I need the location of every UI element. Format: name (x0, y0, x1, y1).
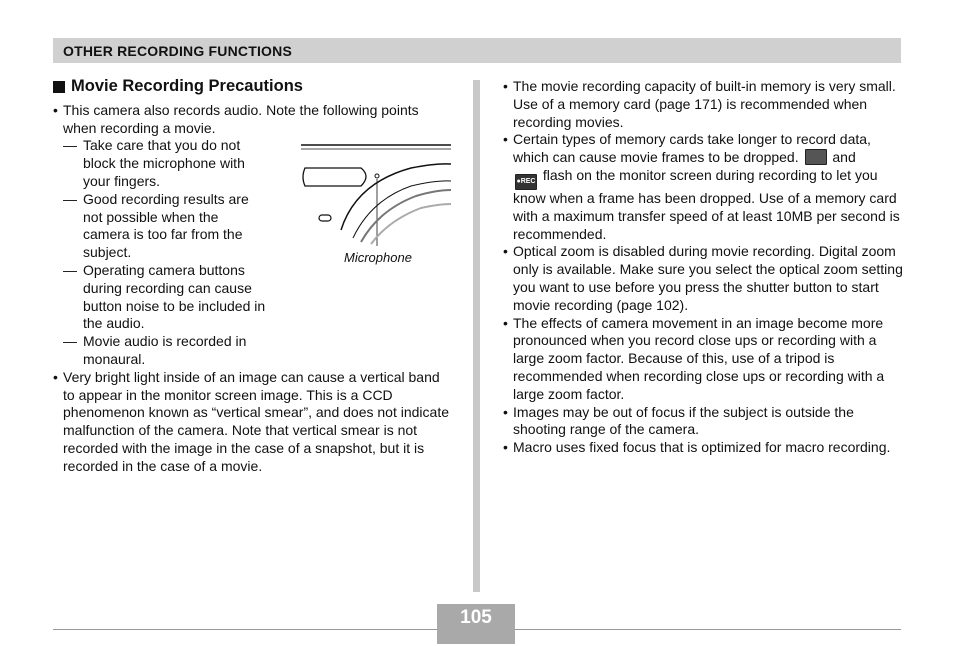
bullet-item: • Optical zoom is disabled during movie recording. Digital zoom only is available. Make sure you select the optical zoom setting you want to use before you press the shutter button to start movie recording (page 102). (503, 243, 903, 314)
figure-caption: Microphone (344, 250, 412, 265)
left-column (53, 78, 453, 476)
rec-icon: ●REC (515, 174, 537, 190)
section-title: OTHER RECORDING FUNCTIONS (63, 43, 292, 59)
intro-bullet: • This camera also records audio. Note the following points when recording a movie. (53, 102, 453, 138)
dash-item: — Operating camera buttons during recording can cause button noise to be included in the audio. (63, 261, 266, 332)
column-divider (473, 80, 480, 592)
dash-item: — Take care that you do not block the microphone with your fingers. (63, 137, 245, 189)
movie-precautions-heading (53, 78, 453, 96)
page-number-box (437, 604, 515, 644)
bullet-item: • Certain types of memory cards take longer to record data, which can cause movie frames to be dropped. and ●REC flash on the monitor screen during recording to let you know when a frame has been dropped. Use of a memory card with a maximum transfer speed of at least 10MB per second is recommended. (503, 131, 903, 243)
header-bar (53, 38, 901, 63)
square-bullet-icon (53, 81, 65, 93)
page-number: 105 (437, 604, 515, 631)
bullet-item: • The effects of camera movement in an image become more pronounced when you record close ups or recording with a large zoom factor. Because of this, use of a tripod is recommended when recording close ups or recording with a large zoom factor. (503, 315, 903, 404)
dash-item-text: Good recording results are not possible when the camera is too far from the subject. (83, 190, 249, 261)
page-number-tab (437, 631, 515, 644)
dash-item-text: Operating camera buttons during recording can cause button noise to be included in the audio. (83, 261, 266, 332)
dash-item-text: Movie audio is recorded in monaural. (83, 333, 247, 367)
bullet-item: • Images may be out of focus if the subject is outside the shooting range of the camera. (503, 404, 903, 440)
dash-item: — Movie audio is recorded in monaural. (63, 333, 247, 367)
dash-item: — Good recording results are not possible when the camera is too far from the subject. (63, 190, 249, 261)
dash-item-text: Take care that you do not block the microphone with your fingers. (83, 137, 245, 189)
bullet-item: • Macro uses fixed focus that is optimized for macro recording. (503, 439, 903, 457)
heading-text: Movie Recording Precautions (71, 77, 303, 95)
bullet-item: • The movie recording capacity of built-in memory is very small. Use of a memory card (page 171) is recommended when recording movies. (503, 78, 903, 131)
vertical-smear-bullet: • Very bright light inside of an image can cause a vertical band to appear in the monitor screen image. This is a CCD phenomenon known as “vertical smear”, and does not indicate malfunction of the camera. Note that vertical smear is not recorded with the image in the case of a snapshot, but it is recorded in the case of a movie. (53, 369, 453, 476)
frame-drop-icon (805, 149, 827, 165)
right-column (503, 78, 903, 457)
